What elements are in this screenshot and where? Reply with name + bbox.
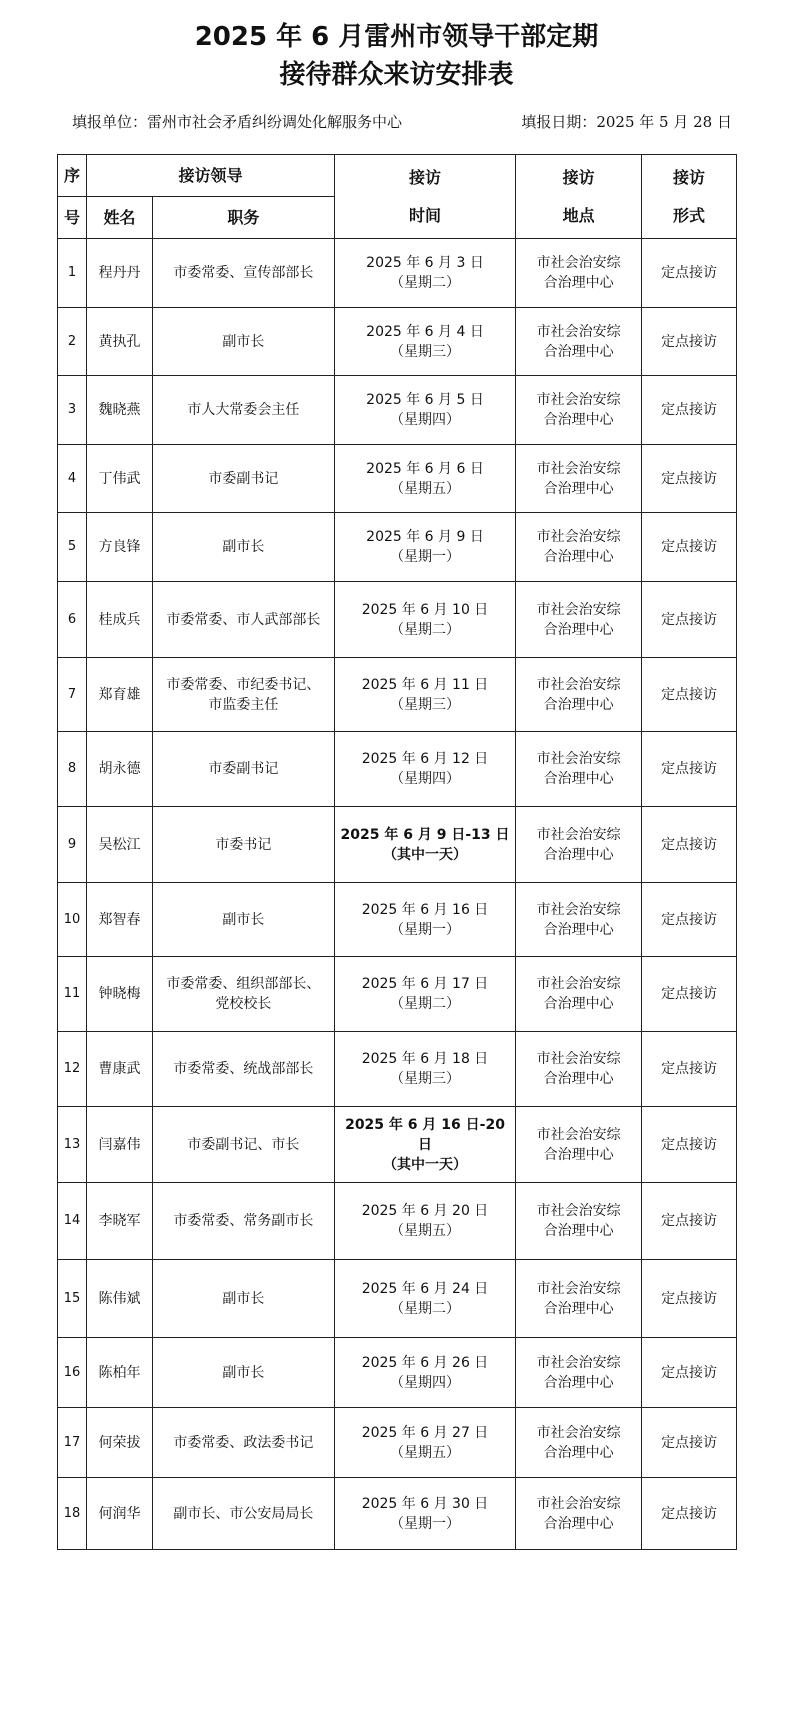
place-line-2: 合治理中心	[543, 771, 614, 787]
header-form-bottom: 形式	[673, 205, 706, 225]
time-week: （星期一）	[390, 1515, 460, 1532]
cell-place	[516, 1260, 642, 1338]
cell-form: 定点接访	[642, 308, 737, 376]
cell-duty	[152, 239, 334, 308]
duty-line-1: 市委副书记	[208, 470, 279, 487]
table-row	[58, 582, 737, 658]
cell-name: 何润华	[87, 1478, 153, 1550]
table-row	[58, 1107, 737, 1183]
place-line-2: 合治理中心	[543, 696, 614, 713]
cell-seq: 15	[58, 1260, 87, 1338]
place-line-1: 市社会治安综	[536, 901, 621, 918]
header-form-top: 接访	[673, 167, 706, 187]
schedule-table	[57, 154, 737, 1550]
time-date: 2025 年 6 月 20 日	[361, 1203, 489, 1219]
cell-name: 魏晓燕	[87, 376, 153, 445]
cell-place	[516, 1408, 642, 1478]
header-seq-top: 序	[58, 155, 87, 197]
duty-line-1: 副市长、市公安局局长	[173, 1505, 314, 1522]
cell-form: 定点接访	[642, 732, 737, 807]
cell-place	[516, 376, 642, 445]
cell-name: 郑智春	[87, 883, 153, 957]
cell-place	[516, 957, 642, 1032]
cell-form: 定点接访	[642, 582, 737, 658]
header-place-top: 接访	[562, 167, 595, 187]
cell-duty	[152, 658, 334, 732]
table-row	[58, 239, 737, 308]
cell-form: 定点接访	[642, 1032, 737, 1107]
time-date: 2025 年 6 月 17 日	[361, 976, 489, 992]
cell-place	[516, 658, 642, 732]
cell-place	[516, 445, 642, 513]
time-week: （星期二）	[390, 1300, 460, 1317]
time-week: （星期三）	[390, 1071, 460, 1087]
cell-time	[334, 445, 515, 513]
cell-place	[516, 1338, 642, 1408]
time-date: 2025 年 6 月 5 日	[366, 392, 484, 408]
cell-time	[334, 582, 515, 658]
place-line-1: 市社会治安综	[536, 976, 621, 992]
cell-name: 桂成兵	[87, 582, 153, 658]
cell-seq: 1	[58, 239, 87, 308]
duty-line-1: 市委常委、市纪委书记、	[166, 676, 321, 693]
header-time-top: 接访	[409, 167, 442, 187]
duty-line-1: 副市长	[222, 911, 265, 928]
title-line-2: 接待群众来访安排表	[279, 60, 514, 90]
place-line-1: 市社会治安综	[536, 1424, 621, 1441]
time-week: （星期四）	[390, 412, 460, 428]
place-line-1: 市社会治安综	[536, 1051, 621, 1067]
place-line-2: 合治理中心	[543, 1515, 614, 1532]
header-place-bottom: 地点	[562, 205, 595, 225]
place-line-1: 市社会治安综	[536, 601, 621, 618]
cell-time	[334, 807, 515, 883]
place-line-1: 市社会治安综	[536, 676, 621, 693]
duty-line-1: 市委书记	[215, 836, 272, 853]
cell-name: 陈伟斌	[87, 1260, 153, 1338]
cell-duty	[152, 582, 334, 658]
cell-name: 曹康武	[87, 1032, 153, 1107]
duty-line-1: 市委副书记、市长	[187, 1136, 300, 1153]
table-row	[58, 957, 737, 1032]
cell-form: 定点接访	[642, 1408, 737, 1478]
time-date: 2025 年 6 月 6 日	[366, 460, 484, 477]
time-date: 2025 年 6 月 4 日	[366, 323, 484, 340]
time-week: （星期四）	[390, 1374, 460, 1391]
cell-form: 定点接访	[642, 1183, 737, 1260]
place-line-1: 市社会治安综	[536, 1495, 621, 1512]
place-line-2: 合治理中心	[543, 996, 614, 1012]
time-week: （星期五）	[390, 480, 460, 497]
duty-line-1: 副市长	[222, 333, 265, 350]
duty-line-1: 市委副书记	[208, 761, 279, 777]
cell-time	[334, 308, 515, 376]
cell-form: 定点接访	[642, 376, 737, 445]
cell-place	[516, 513, 642, 582]
cell-name: 黄执孔	[87, 308, 153, 376]
cell-form: 定点接访	[642, 513, 737, 582]
cell-form: 定点接访	[642, 1338, 737, 1408]
table-row	[58, 1338, 737, 1408]
cell-time	[334, 658, 515, 732]
place-line-1: 市社会治安综	[536, 1280, 621, 1297]
time-date: 2025 年 6 月 16 日	[361, 901, 489, 918]
cell-name: 钟晓梅	[87, 957, 153, 1032]
time-week: （其中一天）	[383, 846, 467, 863]
cell-duty	[152, 445, 334, 513]
cell-time	[334, 1338, 515, 1408]
place-line-2: 合治理中心	[543, 1223, 614, 1239]
document-title	[0, 18, 793, 94]
cell-time	[334, 1408, 515, 1478]
cell-time	[334, 1183, 515, 1260]
duty-line-1: 市委常委、常务副市长	[173, 1213, 314, 1229]
cell-seq: 3	[58, 376, 87, 445]
time-date: 2025 年 6 月 9 日	[366, 529, 484, 545]
header-duty: 职务	[152, 197, 334, 239]
time-week: （星期二）	[390, 996, 460, 1012]
cell-time	[334, 1032, 515, 1107]
time-week: （星期一）	[390, 549, 460, 565]
duty-line-1: 市委常委、宣传部部长	[173, 265, 314, 281]
table-row	[58, 658, 737, 732]
cell-duty	[152, 1478, 334, 1550]
cell-place	[516, 308, 642, 376]
table-row	[58, 445, 737, 513]
cell-seq: 9	[58, 807, 87, 883]
time-week: （星期五）	[390, 1444, 460, 1461]
cell-name: 吴松江	[87, 807, 153, 883]
filler-unit: 填报单位：雷州市社会矛盾纠纷调处化解服务中心	[72, 113, 403, 131]
place-line-2: 合治理中心	[543, 921, 614, 938]
time-week: （其中一天）	[383, 1156, 467, 1173]
cell-time	[334, 957, 515, 1032]
cell-seq: 12	[58, 1032, 87, 1107]
cell-seq: 18	[58, 1478, 87, 1550]
table-row	[58, 513, 737, 582]
cell-seq: 4	[58, 445, 87, 513]
cell-form: 定点接访	[642, 807, 737, 883]
duty-line-1: 市委常委、政法委书记	[173, 1434, 314, 1451]
duty-line-1: 市人大常委会主任	[187, 402, 300, 418]
time-week: （星期四）	[390, 771, 460, 787]
time-date: 2025 年 6 月 24 日	[361, 1280, 489, 1297]
time-week: （星期五）	[390, 1223, 460, 1239]
place-line-1: 市社会治安综	[536, 1203, 621, 1219]
cell-duty	[152, 957, 334, 1032]
cell-name: 何荣拔	[87, 1408, 153, 1478]
time-date: 2025 年 6 月 16 日-20 日	[345, 1116, 505, 1153]
cell-seq: 7	[58, 658, 87, 732]
place-line-1: 市社会治安综	[536, 255, 621, 271]
cell-seq: 17	[58, 1408, 87, 1478]
header-time-bottom: 时间	[409, 205, 442, 225]
cell-duty	[152, 1408, 334, 1478]
cell-seq: 5	[58, 513, 87, 582]
time-date: 2025 年 6 月 27 日	[361, 1424, 489, 1441]
cell-seq: 11	[58, 957, 87, 1032]
time-date: 2025 年 6 月 30 日	[361, 1495, 489, 1512]
header-leader: 接访领导	[87, 155, 335, 197]
cell-name: 郑育雄	[87, 658, 153, 732]
cell-name: 方良锋	[87, 513, 153, 582]
place-line-2: 合治理中心	[543, 621, 614, 638]
cell-seq: 8	[58, 732, 87, 807]
time-week: （星期三）	[390, 696, 460, 713]
cell-name: 陈柏年	[87, 1338, 153, 1408]
cell-duty	[152, 513, 334, 582]
cell-name: 程丹丹	[87, 239, 153, 308]
cell-form: 定点接访	[642, 957, 737, 1032]
duty-line-1: 市委常委、市人武部部长	[166, 611, 321, 628]
time-date: 2025 年 6 月 9 日-13 日	[340, 826, 510, 843]
place-line-1: 市社会治安综	[536, 826, 621, 843]
table-row	[58, 1032, 737, 1107]
cell-place	[516, 1478, 642, 1550]
table-row	[58, 732, 737, 807]
schedule-body	[58, 239, 737, 1550]
cell-seq: 10	[58, 883, 87, 957]
cell-duty	[152, 376, 334, 445]
place-line-2: 合治理中心	[543, 275, 614, 291]
cell-form: 定点接访	[642, 883, 737, 957]
cell-time	[334, 1107, 515, 1183]
cell-duty	[152, 308, 334, 376]
header-time	[334, 155, 515, 239]
place-line-2: 合治理中心	[543, 549, 614, 565]
place-line-2: 合治理中心	[543, 1071, 614, 1087]
cell-duty	[152, 883, 334, 957]
cell-duty	[152, 1338, 334, 1408]
cell-time	[334, 732, 515, 807]
cell-name: 丁伟武	[87, 445, 153, 513]
time-week: （星期二）	[390, 275, 460, 291]
time-date: 2025 年 6 月 3 日	[366, 255, 484, 271]
duty-line-1: 副市长	[222, 539, 265, 555]
cell-time	[334, 1260, 515, 1338]
cell-place	[516, 239, 642, 308]
cell-form: 定点接访	[642, 1260, 737, 1338]
cell-place	[516, 732, 642, 807]
table-row	[58, 1478, 737, 1550]
table-row	[58, 1183, 737, 1260]
duty-line-1: 副市长	[222, 1290, 265, 1307]
cell-place	[516, 1107, 642, 1183]
table-row	[58, 807, 737, 883]
cell-duty	[152, 1107, 334, 1183]
place-line-1: 市社会治安综	[536, 460, 621, 477]
header-place	[516, 155, 642, 239]
place-line-2: 合治理中心	[543, 343, 614, 360]
cell-name: 胡永德	[87, 732, 153, 807]
cell-time	[334, 513, 515, 582]
cell-form: 定点接访	[642, 445, 737, 513]
time-date: 2025 年 6 月 12 日	[361, 751, 489, 767]
cell-place	[516, 1032, 642, 1107]
cell-form: 定点接访	[642, 1107, 737, 1183]
place-line-1: 市社会治安综	[536, 323, 621, 340]
cell-name: 闫嘉伟	[87, 1107, 153, 1183]
cell-duty	[152, 1183, 334, 1260]
duty-line-1: 市委常委、组织部部长、	[166, 976, 321, 992]
cell-duty	[152, 732, 334, 807]
cell-seq: 13	[58, 1107, 87, 1183]
place-line-2: 合治理中心	[543, 480, 614, 497]
time-week: （星期三）	[390, 343, 460, 360]
place-line-1: 市社会治安综	[536, 392, 621, 408]
place-line-1: 市社会治安综	[536, 1354, 621, 1371]
place-line-2: 合治理中心	[543, 1146, 614, 1163]
place-line-1: 市社会治安综	[536, 1126, 621, 1143]
place-line-2: 合治理中心	[543, 1300, 614, 1317]
time-week: （星期二）	[390, 621, 460, 638]
cell-place	[516, 807, 642, 883]
time-date: 2025 年 6 月 26 日	[361, 1354, 489, 1371]
cell-time	[334, 239, 515, 308]
header-form	[642, 155, 737, 239]
cell-seq: 2	[58, 308, 87, 376]
header-seq-bottom: 号	[58, 197, 87, 239]
duty-line-1: 副市长	[222, 1364, 265, 1381]
cell-place	[516, 883, 642, 957]
cell-name: 李晓军	[87, 1183, 153, 1260]
cell-duty	[152, 1260, 334, 1338]
cell-form: 定点接访	[642, 1478, 737, 1550]
cell-form: 定点接访	[642, 658, 737, 732]
fill-date: 填报日期：2025 年 5 月 28 日	[521, 113, 732, 131]
place-line-2: 合治理中心	[543, 412, 614, 428]
duty-line-2: 市监委主任	[208, 696, 279, 713]
cell-seq: 14	[58, 1183, 87, 1260]
table-row	[58, 308, 737, 376]
cell-seq: 6	[58, 582, 87, 658]
cell-seq: 16	[58, 1338, 87, 1408]
table-row	[58, 1408, 737, 1478]
cell-time	[334, 1478, 515, 1550]
cell-time	[334, 376, 515, 445]
time-week: （星期一）	[390, 921, 460, 938]
header-name: 姓名	[87, 197, 153, 239]
title-line-1: 2025 年 6 月雷州市领导干部定期	[194, 22, 599, 52]
cell-form: 定点接访	[642, 239, 737, 308]
duty-line-1: 市委常委、统战部部长	[173, 1061, 314, 1077]
header-row-1	[58, 155, 737, 197]
place-line-1: 市社会治安综	[536, 529, 621, 545]
time-date: 2025 年 6 月 10 日	[361, 601, 489, 618]
cell-time	[334, 883, 515, 957]
table-row	[58, 1260, 737, 1338]
time-date: 2025 年 6 月 18 日	[361, 1051, 489, 1067]
table-row	[58, 883, 737, 957]
place-line-2: 合治理中心	[543, 1374, 614, 1391]
place-line-2: 合治理中心	[543, 1444, 614, 1461]
table-row	[58, 376, 737, 445]
duty-line-2: 党校校长	[215, 996, 272, 1012]
cell-place	[516, 1183, 642, 1260]
time-date: 2025 年 6 月 11 日	[361, 676, 489, 693]
cell-place	[516, 582, 642, 658]
place-line-2: 合治理中心	[543, 846, 614, 863]
cell-duty	[152, 807, 334, 883]
cell-duty	[152, 1032, 334, 1107]
place-line-1: 市社会治安综	[536, 751, 621, 767]
